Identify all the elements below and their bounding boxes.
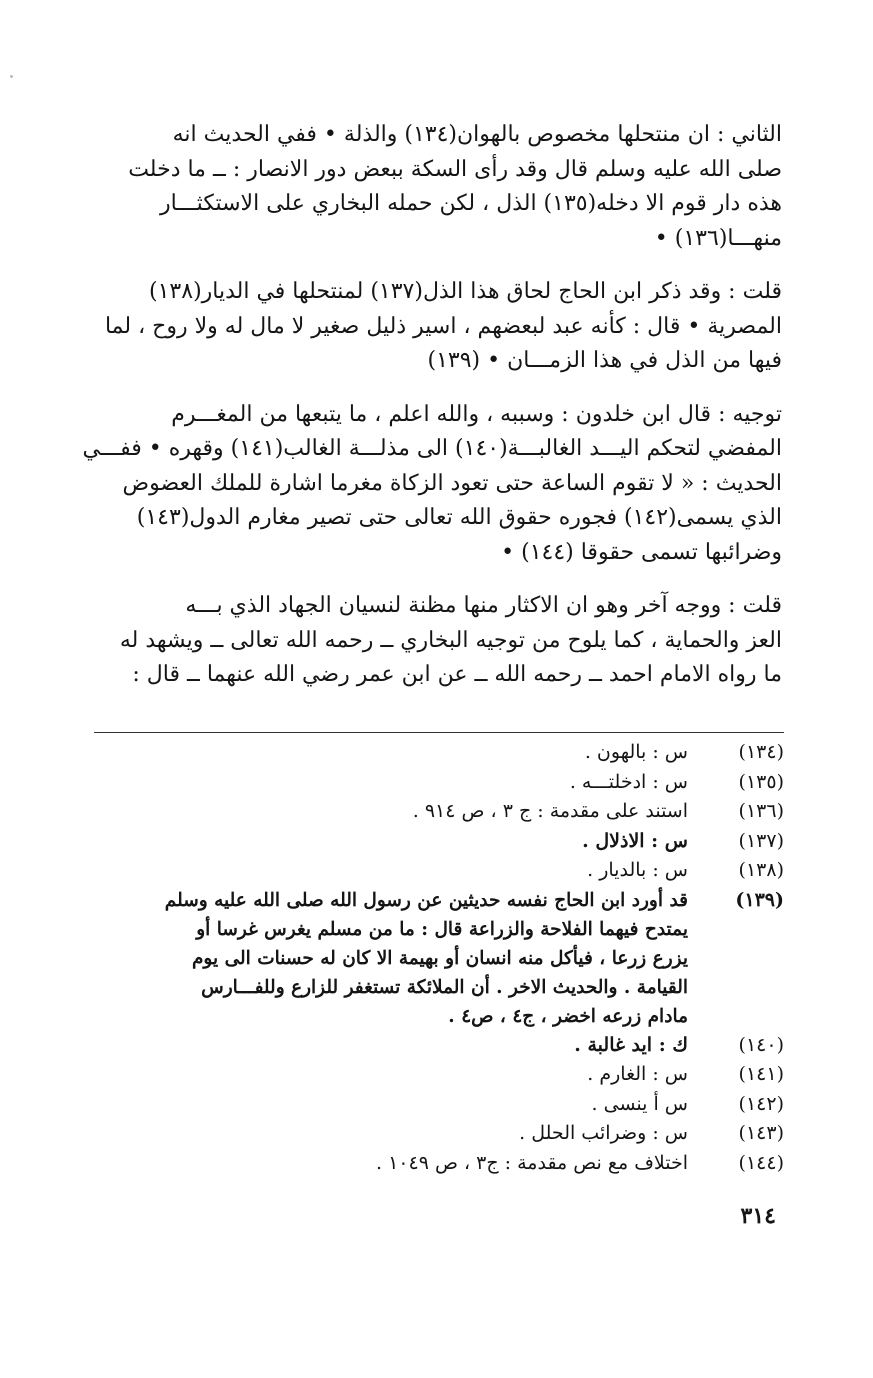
text-line: قلت : ووجه آخر وهو ان الاكثار منها مظنة لنسيان الجهاد الذي بـــه [185, 593, 782, 618]
footnote-text: القيامة . والحديث الاخر . أن الملائكة تستغفر للزارع وللفـــارس [201, 976, 688, 998]
footnote-text: س : الاذلال . [582, 829, 688, 852]
footnote [60, 768, 784, 798]
footnote-text: يزرع زرعا ، فيأكل منه انسان أو بهيمة الا كان له حسنات الى يوم [191, 947, 688, 969]
paragraph-2 [60, 275, 782, 379]
footnote-number: (١٤١) [738, 1063, 784, 1085]
footnote [60, 738, 784, 768]
footnote-text: س : بالهون . [584, 741, 688, 763]
text-line: الحديث : « لا تقوم الساعة حتى تعود الزكاة مغرما اشارة للملك العضوض [122, 470, 782, 496]
text-line: منهـــا(١٣٦) • [654, 225, 782, 251]
footnote-number: (١٤٠) [738, 1033, 784, 1056]
main-text [60, 118, 782, 693]
footnote [60, 856, 784, 886]
footnote-text: مادام زرعه اخضر ، ج٤ ، ص٤ . [448, 1005, 688, 1027]
footnote [60, 1031, 784, 1061]
text-line: ما رواه الامام احمد ــ رحمه الله ــ عن ابن عمر رضي الله عنهما ــ قال : [132, 662, 782, 687]
footnote-text: س : ادخلتـــه . [569, 770, 688, 793]
text-line: المصرية • قال : كأنه عبد لبعضهم ، اسير ذليل صغير لا مال له ولا روح ، لما [104, 313, 782, 339]
paragraph-1 [60, 118, 782, 256]
text-line: الذي يسمى(١٤٢) فجوره حقوق الله تعالى حتى تصير مغارم الدول(١٤٣) [136, 505, 782, 530]
footnote-text: ك : ايد غالبة . [574, 1033, 688, 1056]
paragraph-3 [60, 398, 782, 571]
footnote [60, 1149, 784, 1179]
footnote-number: (١٣٤) [738, 741, 784, 763]
footnote [60, 886, 784, 1031]
footnote-text: س : الغارم . [587, 1063, 688, 1085]
footnote-number: (١٣٦) [738, 800, 784, 822]
footnote-number: (١٣٧) [738, 829, 784, 852]
footnote-text: يمتدح فيهما الفلاحة والزراعة قال : ما من مسلم يغرس غرسا أو [196, 918, 688, 940]
page-number: ٣١٤ [740, 1203, 776, 1229]
footnote-number: (١٤٢) [738, 1092, 784, 1115]
footnote-text: اختلاف مع نص مقدمة : ج٣ ، ص ١٠٤٩ . [375, 1151, 688, 1174]
text-line: المفضي لتحكم اليـــد الغالبـــة(١٤٠) الى مذلـــة الغالب(١٤١) وقهره • ففـــي [82, 436, 782, 461]
text-line: فيها من الذل في هذا الزمـــان • (١٣٩) [427, 348, 782, 373]
text-line: الثاني : ان منتحلها مخصوص بالهوان(١٣٤) والذلة • ففي الحديث انه [172, 122, 782, 147]
text-line: العز والحماية ، كما يلوح من توجيه البخاري ــ رحمه الله تعالى ــ ويشهد له [119, 627, 782, 653]
text-line: توجيه : قال ابن خلدون : وسببه ، والله اعلم ، ما يتبعها من المغـــرم [171, 401, 782, 427]
footnote-text: س : وضرائب الحلل . [519, 1122, 688, 1144]
footnote [60, 1060, 784, 1090]
scan-speck [10, 75, 13, 78]
footnote-divider [94, 732, 784, 733]
footnote-number: (١٣٩) [735, 888, 784, 911]
text-line: هذه دار قوم الا دخله(١٣٥) الذل ، لكن حمله البخاري على الاستكثـــار [160, 191, 782, 216]
footnote-number: (١٣٨) [738, 859, 784, 881]
footnote-number: (١٤٤) [738, 1151, 784, 1174]
footnote [60, 1090, 784, 1120]
footnote [60, 797, 784, 827]
text-line: قلت : وقد ذكر ابن الحاج لحاق هذا الذل(١٣٧) لمنتحلها في الديار(١٣٨) [149, 279, 782, 304]
text-line: وضرائبها تسمى حقوقا (١٤٤) • [501, 539, 782, 565]
footnote-text: قد أورد ابن الحاج نفسه حديثين عن رسول الله صلى الله عليه وسلم [164, 889, 688, 911]
text-line: صلى الله عليه وسلم قال وقد رأى السكة ببعض دور الانصار : ــ ما دخلت [128, 156, 782, 182]
footnotes [60, 738, 784, 1178]
footnote-text: س أ ينسى . [591, 1092, 688, 1115]
footnote [60, 1119, 784, 1149]
paragraph-4 [60, 589, 782, 693]
footnote-number: (١٤٣) [738, 1122, 784, 1144]
footnote [60, 827, 784, 857]
footnote-text: س : بالديار . [587, 859, 688, 881]
footnote-number: (١٣٥) [738, 770, 784, 793]
footnote-text: استند على مقدمة : ج ٣ ، ص ٩١٤ . [412, 800, 688, 822]
